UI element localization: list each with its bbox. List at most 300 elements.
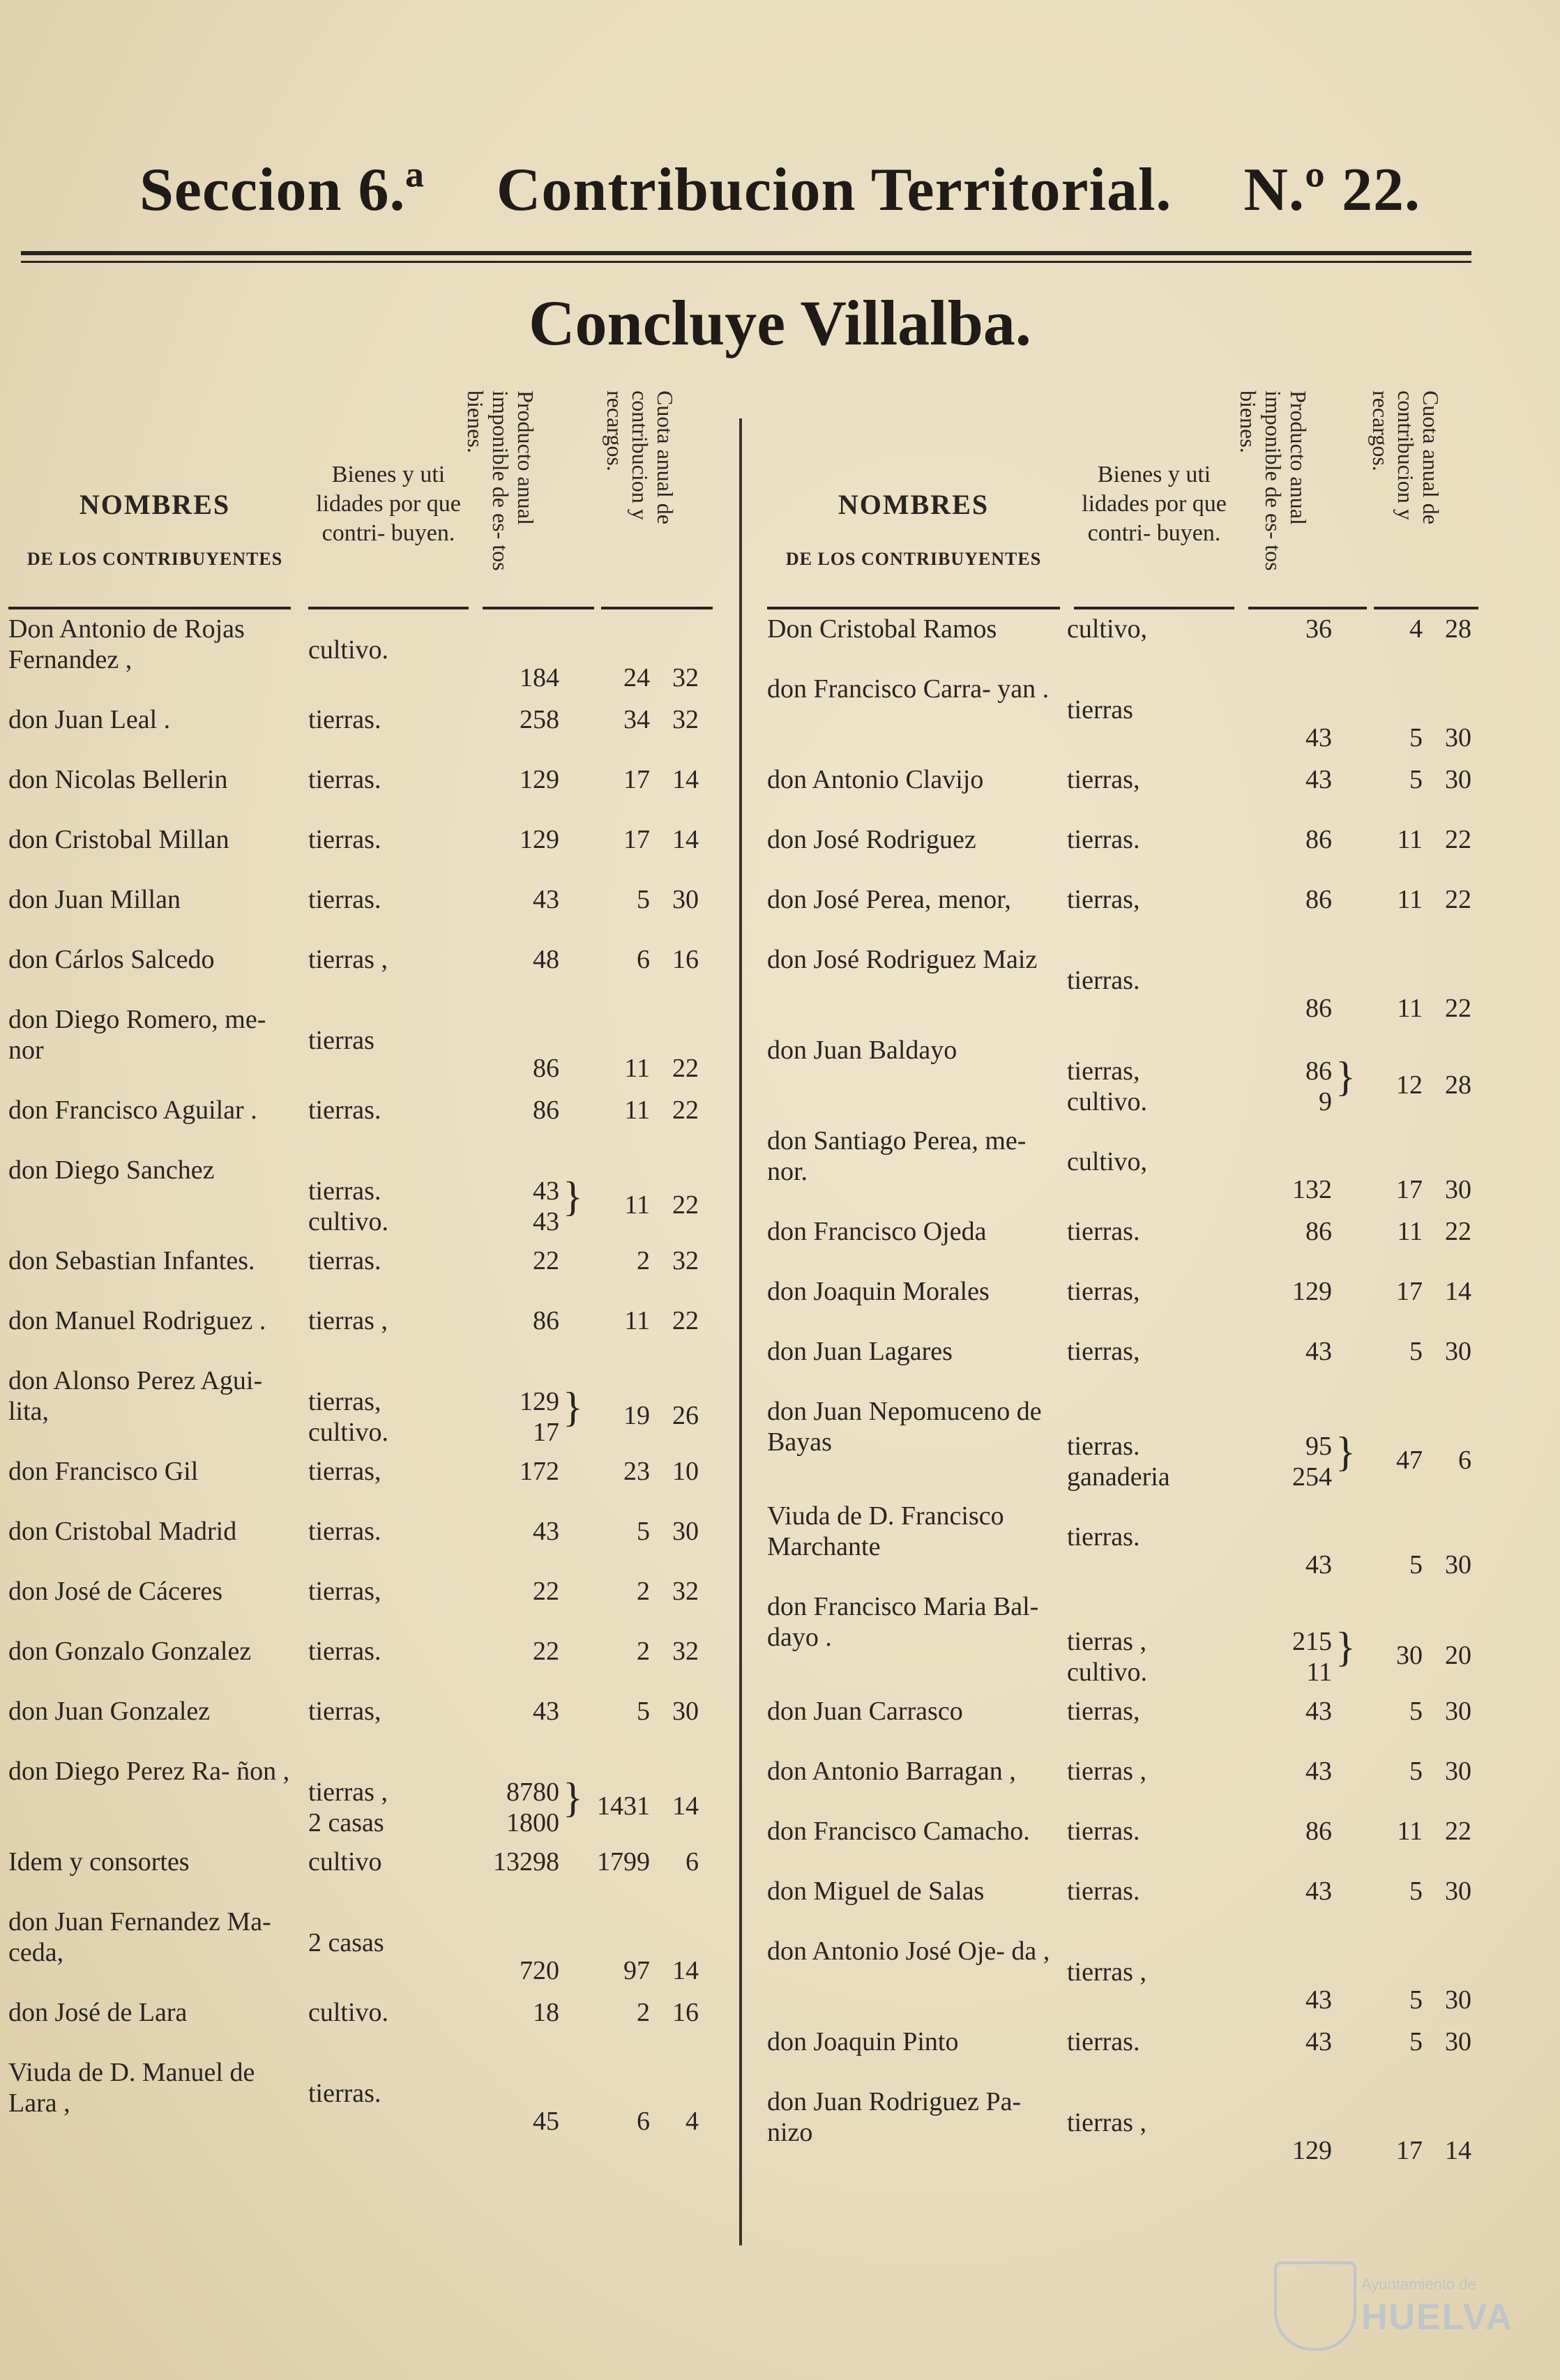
product-header: Producto anual imponible de es- tos bienes. [1236,391,1311,571]
contributor-name: don José Rodriguez [767,825,976,854]
contributor-name: Viuda de D. Francisco Marchante [767,1501,1004,1561]
cuota-reales: 5 [637,1697,650,1726]
contributor-name: don Antonio José Oje- da , [767,1936,1050,1966]
cuota-reales: 11 [624,1096,650,1125]
cuota-reales: 5 [1409,1985,1423,2015]
cuota-maravedis: 16 [672,945,699,974]
contributor-name: Viuda de D. Manuel de Lara , [8,2058,255,2118]
cuota-maravedis: 14 [672,1791,699,1821]
cuota-reales: 11 [1397,1217,1423,1246]
goods-type: tierras. [308,765,381,794]
header-rule [601,607,713,609]
annual-product: 172 [520,1457,559,1486]
goods-type: tierras. [1067,825,1140,854]
page-header [0,155,1560,225]
cuota-maravedis: 20 [1445,1641,1471,1670]
annual-product: 43 [1305,765,1332,794]
cuota-maravedis: 14 [1445,2136,1471,2165]
cuota-maravedis: 30 [1445,1337,1471,1366]
cuota-reales: 11 [1397,1817,1423,1846]
goods-type: tierras [1067,695,1133,725]
goods-type: tierras. [1067,1217,1140,1246]
cuota-reales: 34 [623,705,650,734]
goods-type: tierras , [308,1306,388,1335]
annual-product: 215 11 [1292,1627,1332,1687]
cuota-reales: 12 [1396,1070,1423,1100]
header-rule [1074,607,1234,609]
annual-product: 43 [1305,1985,1332,2015]
table-row [767,1696,1478,1756]
goods-type: tierras. [1067,1817,1140,1846]
header-rule [308,607,469,609]
cuota-maravedis: 22 [672,1306,699,1335]
contributor-name: don Sebastian Infantes. [8,1246,255,1275]
brace-icon: } [1335,1624,1356,1670]
cuota-reales: 17 [1396,1277,1423,1306]
cuota-maravedis: 30 [1445,1877,1471,1906]
names-header [8,488,301,570]
contributor-name: Don Antonio de Rojas Fernandez , [8,614,245,674]
watermark-line1: Ayuntamiento de [1361,2275,1476,2293]
contributor-name: don Juan Millan [8,885,181,914]
cuota-reales: 17 [1396,2136,1423,2165]
table-row [8,1576,713,1636]
cuota-maravedis: 22 [1445,885,1471,914]
contributor-name: don Manuel Rodriguez . [8,1306,266,1335]
cuota-maravedis: 16 [672,1998,699,2027]
table-row [8,1847,713,1907]
header-rule [483,607,594,609]
cuota-maravedis: 22 [672,1054,699,1083]
annual-product: 95 254 [1292,1432,1332,1492]
cuota-reales: 2 [637,1637,650,1666]
cuota-maravedis: 32 [672,663,699,692]
goods-type: tierras. [308,1096,381,1125]
goods-header: Bienes y uti lidades por que contri- buyen. [1082,462,1227,546]
goods-type: 2 casas [308,1928,384,1957]
table-row [8,1004,713,1095]
table-row [8,2057,713,2148]
contributor-name: don Gonzalo Gonzalez [8,1637,252,1666]
contributor-name: don Cristobal Madrid [8,1517,237,1546]
annual-product: 43 [533,885,559,914]
goods-type: cultivo, [1067,1147,1148,1176]
cuota-reales: 2 [637,1577,650,1606]
header-rule [767,607,1060,609]
cuota-reales: 1799 [597,1847,650,1877]
cuota-maravedis: 22 [1445,994,1471,1023]
table-row [8,1456,713,1516]
table-row [8,1155,713,1245]
cuota-reales: 5 [1409,1337,1423,1366]
cuota-maravedis: 32 [672,1577,699,1606]
contributor-name: don Cárlos Salcedo [8,945,215,974]
goods-type: tierras , [1067,1957,1146,1987]
annual-product: 22 [533,1637,559,1666]
annual-product: 86 [1305,825,1332,854]
goods-type: tierras. ganaderia [1067,1432,1170,1492]
table-row [8,764,713,824]
goods-type: tierras , 2 casas [308,1778,388,1837]
names-header-main: NOMBRES [79,489,231,520]
contributor-name: Don Cristobal Ramos [767,614,997,644]
annual-product: 45 [533,2107,559,2136]
annual-product: 43 [1305,723,1332,752]
contributor-name: don José Perea, menor, [767,885,1011,914]
goods-type: tierras , cultivo. [1067,1627,1148,1687]
cuota-maravedis: 28 [1445,614,1471,644]
cuota-reales: 11 [624,1306,650,1335]
goods-type: tierras [308,1026,374,1055]
cuota-maravedis: 22 [1445,1817,1471,1846]
contributor-name: don Joaquin Morales [767,1277,990,1306]
cuota-maravedis: 30 [1445,2027,1471,2056]
table-row [767,764,1478,824]
table-row [767,1035,1478,1125]
table-row [8,1997,713,2057]
annual-product: 43 43 [533,1176,559,1236]
goods-type: tierras , [1067,2108,1146,2137]
cuota-maravedis: 30 [1445,1550,1471,1579]
contributor-name: don Diego Romero, me- nor [8,1005,266,1065]
table-row [767,1756,1478,1816]
table-row [8,1696,713,1756]
contributor-name: don Juan Rodriguez Pa- nizo [767,2087,1022,2147]
contributor-name: don Antonio Barragan , [767,1757,1016,1786]
annual-product: 86 9 [1305,1056,1332,1116]
table-row [767,614,1478,674]
contributor-name: don Juan Nepomuceno de Bayas [767,1397,1042,1457]
annual-product: 43 [1305,2027,1332,2056]
table-row [767,674,1478,764]
cuota-maravedis: 30 [1445,1175,1471,1204]
goods-type: cultivo. [308,1998,389,2027]
table-row [767,1936,1478,2026]
cuota-reales: 24 [623,663,650,692]
cuota-reales: 11 [1397,885,1423,914]
goods-type: tierras, cultivo. [308,1387,389,1447]
cuota-reales: 11 [1397,994,1423,1023]
cuota-maravedis: 4 [686,2107,699,2136]
contributor-name: don Juan Fernandez Ma- ceda, [8,1907,271,1967]
table-row [8,1095,713,1155]
contributor-name: don Cristobal Millan [8,825,229,854]
header-rule [8,607,291,609]
goods-type: tierras. [308,705,381,734]
annual-product: 258 [520,705,559,734]
cuota-reales: 11 [624,1190,650,1220]
table-row [767,824,1478,884]
goods-type: cultivo [308,1847,382,1877]
cuota-reales: 30 [1396,1641,1423,1670]
table-row [8,704,713,764]
cuota-maravedis: 30 [1445,765,1471,794]
table-row [8,1516,713,1576]
annual-product: 43 [533,1517,559,1546]
annual-product: 13298 [493,1847,559,1877]
table-row [8,1756,713,1847]
annual-product: 43 [1305,1877,1332,1906]
section-label: Seccion 6.ª [139,156,425,224]
annual-product: 86 [533,1306,559,1335]
annual-product: 86 [533,1054,559,1083]
cuota-reales: 5 [1409,2027,1423,2056]
annual-product: 43 [1305,1697,1332,1726]
annual-product: 86 [1305,885,1332,914]
cuota-maravedis: 30 [1445,1697,1471,1726]
header-rule-thick [21,251,1471,255]
contributor-name: don Francisco Aguilar . [8,1096,257,1125]
table-row [767,1336,1478,1396]
goods-type: tierras. [1067,1522,1140,1552]
contributor-name: don Francisco Gil [8,1457,199,1486]
annual-product: 43 [1305,1337,1332,1366]
cuota-maravedis: 28 [1445,1070,1471,1100]
goods-type: tierras. [308,1637,381,1666]
names-header-sub: DE LOS CONTRIBUYENTES [26,549,283,569]
table-row [767,1276,1478,1336]
goods-type: tierras, [308,1697,381,1726]
annual-product: 22 [533,1577,559,1606]
goods-type: tierras. [308,825,381,854]
annual-product: 22 [533,1246,559,1275]
crest-icon [1274,2261,1356,2351]
table-row [8,944,713,1004]
goods-type: tierras, [1067,885,1140,914]
goods-type: cultivo, [1067,614,1148,644]
table-row [8,1245,713,1305]
table-row [8,614,713,704]
cuota-maravedis: 14 [672,765,699,794]
annual-product: 86 [1305,1217,1332,1246]
goods-type: tierras. [1067,1877,1140,1906]
goods-type: tierras. [308,2079,381,2108]
table-row [767,1501,1478,1591]
table-row [767,1125,1478,1216]
right-table [767,391,1478,2177]
right-rows [767,614,1478,2177]
cuota-reales: 5 [1409,1877,1423,1906]
cuota-reales: 6 [637,945,650,974]
goods-header: Bienes y uti lidades por que contri- buyen. [316,462,461,546]
names-header-main: NOMBRES [838,489,990,520]
cuota-reales: 5 [637,1517,650,1546]
contributor-name: don Alonso Perez Agui- lita, [8,1366,263,1426]
contributor-name: don Juan Carrasco [767,1697,963,1726]
goods-type: tierras, [308,1577,381,1606]
contributor-name: don Juan Leal . [8,705,171,734]
goods-type: tierras. [308,1246,381,1275]
cuota-maravedis: 22 [1445,825,1471,854]
table-row [767,1591,1478,1696]
cuota-maravedis: 22 [672,1096,699,1125]
table-row [767,944,1478,1035]
cuota-reales: 17 [623,765,650,794]
goods-type: tierras, [1067,1337,1140,1366]
cuota-maravedis: 32 [672,1637,699,1666]
annual-product: 48 [533,945,559,974]
header-title: Contribucion Territorial. [496,156,1172,224]
contributor-name: don Diego Sanchez [8,1155,215,1185]
cuota-reales: 11 [624,1054,650,1083]
cuota-maravedis: 30 [1445,1757,1471,1786]
contributor-name: Idem y consortes [8,1847,190,1877]
table-row [767,2026,1478,2086]
goods-type: tierras, [308,1457,381,1486]
annual-product: 8780 1800 [506,1778,559,1837]
table-row [767,1396,1478,1501]
annual-product: 86 [1305,994,1332,1023]
table-row [8,1305,713,1365]
goods-type: tierras. [1067,2027,1140,2056]
goods-type: tierras , [308,945,388,974]
contributor-name: don Francisco Maria Bal- dayo . [767,1592,1039,1652]
cuota-header: Cuota anual de contribucion y recargos. [1368,391,1444,524]
cuota-maravedis: 10 [672,1457,699,1486]
table-row [767,1816,1478,1876]
annual-product: 129 [520,825,559,854]
annual-product: 43 [533,1697,559,1726]
annual-product: 86 [533,1096,559,1125]
annual-product: 184 [520,663,559,692]
cuota-maravedis: 30 [672,1517,699,1546]
cuota-maravedis: 6 [686,1847,699,1877]
cuota-reales: 4 [1409,614,1423,644]
goods-type: tierras , [1067,1757,1146,1786]
cuota-maravedis: 22 [1445,1217,1471,1246]
cuota-reales: 17 [1396,1175,1423,1204]
brace-icon: } [563,1384,583,1430]
table-row [8,1636,713,1696]
contributor-name: don Juan Baldayo [767,1036,957,1065]
product-header: Producto anual imponible de es- tos bienes. [463,391,538,571]
header-rule [1248,607,1367,609]
contributor-name: don Diego Perez Ra- ñon , [8,1757,290,1786]
goods-type: tierras, cultivo. [1067,1056,1148,1116]
cuota-maravedis: 22 [672,1190,699,1220]
cuota-reales: 5 [637,885,650,914]
cuota-reales: 2 [637,1998,650,2027]
annual-product: 129 [1292,1277,1332,1306]
contributor-name: don José de Lara [8,1998,188,2027]
cuota-maravedis: 14 [1445,1277,1471,1306]
cuota-reales: 47 [1396,1446,1423,1475]
huelva-watermark [1274,2248,1514,2352]
goods-type: tierras. [308,1517,381,1546]
contributor-name: don Francisco Ojeda [767,1217,987,1246]
cuota-reales: 17 [623,825,650,854]
contributor-name: don Francisco Carra- yan . [767,674,1050,704]
brace-icon: } [563,1775,583,1821]
table-row [767,884,1478,944]
cuota-maravedis: 26 [672,1401,699,1430]
cuota-maravedis: 32 [672,705,699,734]
names-header-sub: DE LOS CONTRIBUYENTES [785,549,1042,569]
cuota-reales: 5 [1409,1550,1423,1579]
cuota-maravedis: 30 [672,1697,699,1726]
annual-product: 129 [520,765,559,794]
annual-product: 43 [1305,1550,1332,1579]
table-row [8,1907,713,1997]
annual-product: 129 [1292,2136,1332,2165]
annual-product: 132 [1292,1175,1332,1204]
cuota-header: Cuota anual de contribucion y recargos. [603,391,678,524]
annual-product: 129 17 [520,1387,559,1447]
cuota-maravedis: 30 [1445,1985,1471,2015]
cuota-maravedis: 14 [672,1956,699,1985]
cuota-maravedis: 14 [672,825,699,854]
annual-product: 720 [520,1956,559,1985]
annual-product: 86 [1305,1817,1332,1846]
goods-type: tierras, [1067,765,1140,794]
contributor-name: don Antonio Clavijo [767,765,984,794]
brace-icon: } [1335,1054,1356,1100]
goods-type: tierras. [1067,966,1140,995]
header-rule-thin [21,261,1471,263]
cuota-reales: 19 [623,1401,650,1430]
contributor-name: don Juan Lagares [767,1337,953,1366]
cuota-reales: 1431 [597,1791,650,1821]
brace-icon: } [563,1174,583,1220]
column-divider [739,418,742,2245]
cuota-reales: 5 [1409,1697,1423,1726]
contributor-name: don Miguel de Salas [767,1877,985,1906]
cuota-maravedis: 30 [1445,723,1471,752]
contributor-name: don Nicolas Bellerin [8,765,228,794]
contributor-name: don José de Cáceres [8,1577,223,1606]
table-row [767,1876,1478,1936]
table-row [8,1365,713,1456]
header-number: N.º 22. [1243,156,1421,224]
brace-icon: } [1335,1429,1356,1475]
cuota-reales: 2 [637,1246,650,1275]
left-table [8,391,713,2148]
cuota-maravedis: 6 [1458,1446,1471,1475]
goods-type: tierras. [308,885,381,914]
page-subtitle: Concluye Villalba. [529,287,1031,358]
table-row [767,2086,1478,2177]
left-rows [8,614,713,2148]
table-row [8,824,713,884]
goods-type: tierras, [1067,1697,1140,1726]
cuota-reales: 11 [1397,825,1423,854]
cuota-reales: 5 [1409,765,1423,794]
table-header [8,391,713,614]
cuota-reales: 5 [1409,723,1423,752]
table-row [767,1216,1478,1276]
header-rule [1374,607,1478,609]
annual-product: 43 [1305,1757,1332,1786]
contributor-name: don Santiago Perea, me- nor. [767,1126,1027,1186]
cuota-reales: 97 [623,1956,650,1985]
cuota-maravedis: 32 [672,1246,699,1275]
cuota-reales: 6 [637,2107,650,2136]
contributor-name: don José Rodriguez Maiz [767,945,1038,974]
cuota-reales: 5 [1409,1757,1423,1786]
table-row [8,884,713,944]
watermark-line2: HUELVA [1361,2297,1514,2337]
annual-product: 18 [533,1998,559,2027]
contributor-name: don Francisco Camacho. [767,1817,1030,1846]
table-header [767,391,1478,614]
goods-type: tierras. cultivo. [308,1176,389,1236]
cuota-maravedis: 30 [672,885,699,914]
cuota-reales: 23 [623,1457,650,1486]
contributor-name: don Joaquin Pinto [767,2027,959,2056]
contributor-name: don Juan Gonzalez [8,1697,211,1726]
annual-product: 36 [1305,614,1332,644]
names-header [767,488,1060,570]
